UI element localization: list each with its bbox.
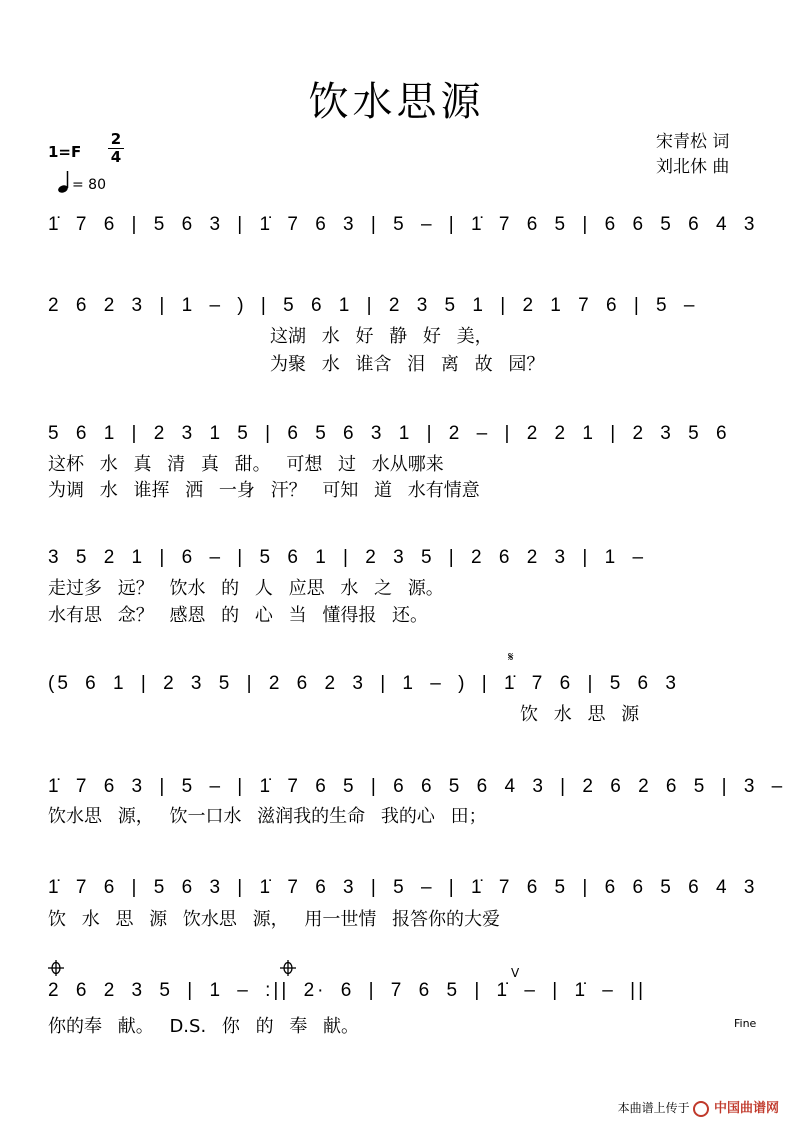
segno-icon: 𝄋: [508, 650, 514, 665]
lyrics-verse-1-line-4: 走过多 远？ 饮水 的 人 应思 水 之 源。: [48, 578, 444, 599]
coda-icon: [48, 960, 64, 980]
lyrics-verse-1-line-8: 你的奉 献。 D.S. 你 的 奉 献。: [48, 1016, 360, 1037]
fine-marking: Fine: [734, 1017, 757, 1030]
lyrics-verse-2-line-2: 为聚 水 谁含 泪 离 故 园？: [270, 354, 545, 375]
time-signature: [108, 132, 124, 165]
footer-text: 本曲谱上传于: [617, 1101, 690, 1115]
notation-line-2: 2 6 2 3 | 1 – ) | 5 6 1 | 2 3 5 1 | 2 1 7 6 | 5 –: [48, 295, 698, 316]
lyrics-verse-1-line-7: 饮 水 思 源 饮水思 源， 用一世情 报答你的大爱: [48, 909, 501, 930]
notation-line-4: 3 5 2 1 | 6 – | 5 6 1 | 2 3 5 | 2 6 2 3 | 1 –: [48, 547, 647, 568]
quarter-note-icon: [57, 170, 71, 198]
notation-line-6: 1̇ 7 6 3 | 5 – | 1̇ 7 6 5 | 6 6 5 6 4 3 | 2 6 2 6 5 | 3 –: [48, 776, 786, 797]
time-denominator: 4: [110, 148, 122, 166]
lyrics-verse-1-line-6: 饮水思 源， 饮一口水 滋润我的生命 我的心 田；: [48, 806, 487, 827]
notation-line-7: 1̇ 7 6 | 5 6 3 | 1̇ 7 6 3 | 5 – | 1̇ 7 6 5 | 6 6 5 6 4 3: [48, 877, 758, 898]
time-numerator: 2: [110, 130, 122, 148]
site-logo: [693, 1097, 779, 1117]
lyrics-verse-2-line-4: 水有思 念？ 感恩 的 心 当 懂得报 还。: [48, 605, 429, 626]
lyricist-credit: 宋青松 词: [656, 132, 730, 152]
notation-line-8: 2 6 2 3 5 | 1 – :|| 2· 6 | 7 6 5 | 1̇ – | 1̇ – ||: [48, 980, 647, 1001]
notation-line-3: 5 6 1 | 2 3 1 5 | 6 5 6 3 1 | 2 – | 2 2 1 | 2 3 5 6: [48, 423, 730, 444]
lyrics-verse-1-line-3: 这杯 水 真 清 真 甜。 可想 过 水从哪来: [48, 454, 444, 475]
lyrics-verse-1-line-5: 饮 水 思 源: [520, 704, 640, 725]
site-name: 中国曲谱网: [713, 1101, 779, 1116]
footer-credit: [618, 1097, 779, 1117]
site-logo-icon: [693, 1101, 709, 1117]
coda-icon-2: [280, 960, 296, 980]
notation-line-1: 1̇ 7 6 | 5 6 3 | 1̇ 7 6 3 | 5 – | 1̇ 7 6 5 | 6 6 5 6 4 3: [48, 214, 758, 235]
lyrics-verse-1-line-2: 这湖 水 好 静 好 美，: [270, 326, 493, 347]
tempo-marking: = 80: [72, 177, 106, 193]
key-signature: 1=F: [48, 143, 82, 161]
lyrics-verse-2-line-3: 为调 水 谁挥 洒 一身 汗？ 可知 道 水有情意: [48, 480, 480, 501]
composer-credit: 刘北休 曲: [656, 157, 730, 177]
notation-line-5: (5 6 1 | 2 3 5 | 2 6 2 3 | 1 – ) | 1̇ 7 6 | 5 6 3: [48, 673, 679, 694]
page-title: 饮水思源: [308, 79, 485, 125]
breath-mark: V: [511, 966, 520, 980]
